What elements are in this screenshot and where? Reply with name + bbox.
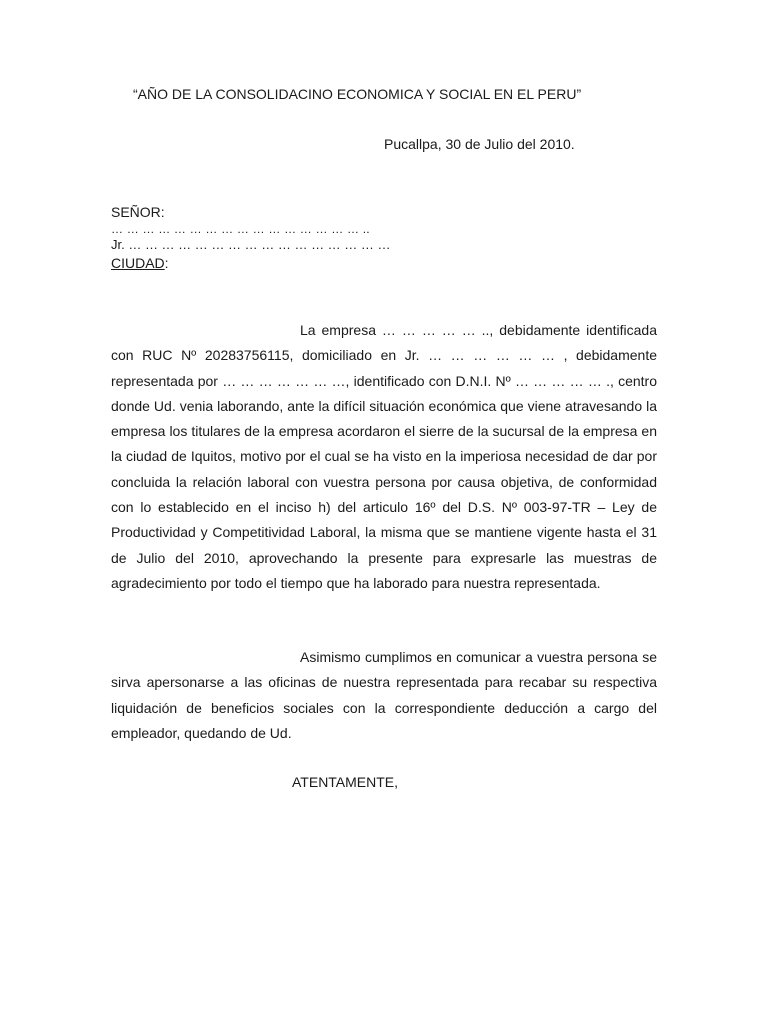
- recipient-name-placeholder: … … … … … … … … … … … … … … … … ..: [111, 222, 370, 236]
- closing: ATENTAMENTE,: [292, 774, 399, 790]
- letter-motto: “AÑO DE LA CONSOLIDACINO ECONOMICA Y SOCIAL EN EL PERU”: [133, 86, 582, 102]
- body-paragraph-1: [111, 318, 657, 596]
- recipient-city: [111, 255, 169, 271]
- paragraph-2-text: Asimismo cumplimos en comunicar a vuestra persona se sirva apersonarse a las oficinas de nuestra representada para recabar su respectiva liquidación de beneficios sociales con la correspondiente deducción a cargo del empleador, quedando de Ud.: [111, 649, 657, 741]
- body-paragraph-2: [111, 645, 657, 746]
- recipient-title: SEÑOR:: [111, 204, 165, 220]
- recipient-address: Jr. … … … … … … … … … … … … … … … …: [111, 237, 391, 252]
- city-suffix: :: [164, 255, 169, 271]
- paragraph-1-text: La empresa … … … … … .., debidamente identificada con RUC Nº 20283756115, domiciliado en Jr. … … … … … … , debidamente representada por … … … … … … …, identificado con D.N.I. Nº … … … … … ., centro donde Ud. venia laborando, ante la difícil situación económica que viene atravesando la empresa los titulares de la empresa acordaron el sierre de la sucursal de la empresa en la ciudad de Iquitos, motivo por el cual se ha visto en la imperiosa necesidad de dar por concluida la relación laboral con vuestra persona por causa objetiva, de conformidad con lo establecido en el inciso h) del articulo 16º del D.S. Nº 003-97-TR – Ley de Productividad y Competitividad Laboral, la misma que se mantiene vigente hasta el 31 de Julio del 2010, aprovechando la presente para expresarle las muestras de agradecimiento por todo el tiempo que ha laborado para nuestra representada.: [111, 322, 657, 591]
- place-date: Pucallpa, 30 de Julio del 2010.: [384, 136, 575, 152]
- city-label: CIUDAD: [111, 255, 165, 271]
